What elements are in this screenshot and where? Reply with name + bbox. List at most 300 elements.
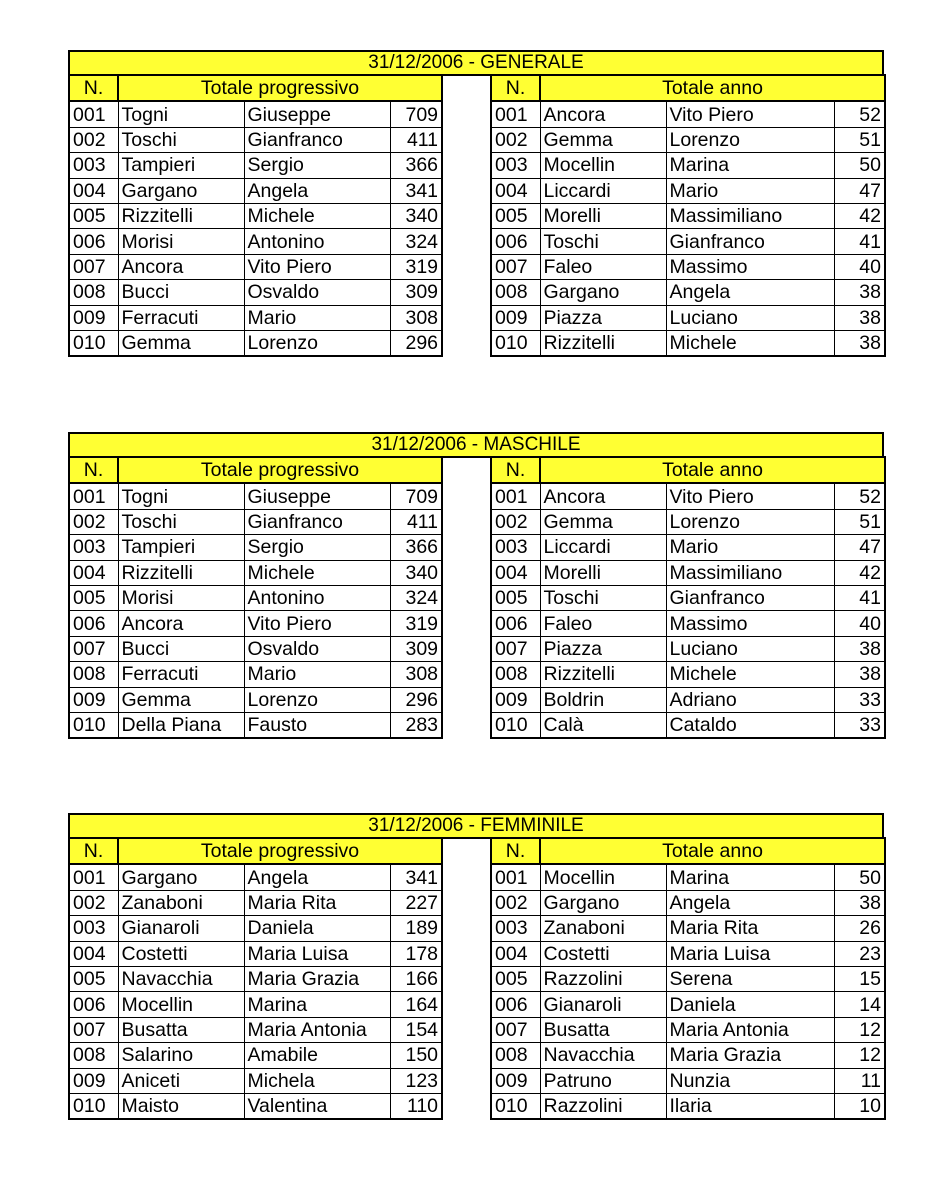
header-row: [69, 457, 442, 483]
rank-position: 001: [69, 483, 118, 509]
surname: Rizzitelli: [118, 203, 244, 228]
surname: Ancora: [540, 483, 666, 509]
rank-position: 005: [69, 203, 118, 228]
surname: Mocellin: [540, 153, 666, 178]
rank-position: 007: [491, 636, 540, 661]
rank-number-header: N.: [491, 75, 540, 101]
rank-position: 001: [69, 101, 118, 127]
first-name: Vito Piero: [244, 254, 390, 279]
table-row: [491, 992, 885, 1017]
surname: Toschi: [540, 585, 666, 610]
score: 12: [834, 1043, 885, 1068]
rank-position: 002: [69, 509, 118, 534]
table-row: [491, 101, 885, 127]
score: 709: [390, 483, 442, 509]
score: 324: [390, 229, 442, 254]
left-ranking-table: [68, 74, 443, 357]
score: 411: [390, 509, 442, 534]
score: 38: [834, 636, 885, 661]
table-row: [69, 687, 442, 712]
first-name: Gianfranco: [666, 229, 834, 254]
rank-position: 007: [69, 1017, 118, 1042]
surname: Zanaboni: [118, 890, 244, 915]
first-name: Marina: [666, 864, 834, 890]
score: 227: [390, 890, 442, 915]
score: 319: [390, 611, 442, 636]
table-row: [69, 229, 442, 254]
rank-position: 001: [491, 101, 540, 127]
score: 14: [834, 992, 885, 1017]
score: 340: [390, 560, 442, 585]
table-row: [491, 1068, 885, 1093]
surname: Ferracuti: [118, 305, 244, 330]
score: 309: [390, 280, 442, 305]
rank-position: 003: [491, 153, 540, 178]
first-name: Michele: [244, 560, 390, 585]
surname: Faleo: [540, 611, 666, 636]
surname: Togni: [118, 101, 244, 127]
first-name: Daniela: [666, 992, 834, 1017]
surname: Morelli: [540, 203, 666, 228]
rank-position: 005: [491, 966, 540, 991]
score: 42: [834, 203, 885, 228]
right-ranking-table: [490, 74, 886, 357]
table-row: [69, 1068, 442, 1093]
first-name: Michele: [666, 330, 834, 356]
rank-position: 001: [491, 483, 540, 509]
section-title: 31/12/2006 - GENERALE: [68, 50, 884, 76]
score: 26: [834, 916, 885, 941]
table-row: [491, 941, 885, 966]
ranking-section: [68, 432, 884, 760]
table-row: [491, 153, 885, 178]
surname: Piazza: [540, 305, 666, 330]
table-row: [491, 203, 885, 228]
score: 296: [390, 330, 442, 356]
table-row: [69, 560, 442, 585]
right-ranking-table: [490, 456, 886, 739]
rank-position: 005: [491, 585, 540, 610]
totale-anno-header: Totale anno: [540, 457, 885, 483]
score: 41: [834, 229, 885, 254]
right-ranking-table: [490, 837, 886, 1120]
section-tables: [68, 839, 884, 1141]
section-title: 31/12/2006 - FEMMINILE: [68, 813, 884, 839]
surname: Toschi: [118, 127, 244, 152]
first-name: Gianfranco: [666, 585, 834, 610]
first-name: Giuseppe: [244, 483, 390, 509]
first-name: Michele: [244, 203, 390, 228]
score: 411: [390, 127, 442, 152]
surname: Rizzitelli: [540, 330, 666, 356]
rank-position: 006: [491, 611, 540, 636]
first-name: Massimo: [666, 611, 834, 636]
score: 341: [390, 864, 442, 890]
rank-position: 006: [491, 992, 540, 1017]
score: 40: [834, 611, 885, 636]
first-name: Maria Luisa: [244, 941, 390, 966]
rank-number-header: N.: [69, 838, 118, 864]
rank-position: 003: [69, 153, 118, 178]
first-name: Adriano: [666, 687, 834, 712]
first-name: Nunzia: [666, 1068, 834, 1093]
surname: Gianaroli: [118, 916, 244, 941]
surname: Ancora: [118, 611, 244, 636]
score: 154: [390, 1017, 442, 1042]
surname: Togni: [118, 483, 244, 509]
surname: Faleo: [540, 254, 666, 279]
rank-position: 008: [491, 280, 540, 305]
ranking-section: [68, 813, 884, 1141]
surname: Morisi: [118, 229, 244, 254]
totale-progressivo-header: Totale progressivo: [118, 838, 442, 864]
score: 33: [834, 687, 885, 712]
first-name: Angela: [666, 280, 834, 305]
surname: Aniceti: [118, 1068, 244, 1093]
header-row: [69, 838, 442, 864]
left-ranking-table: [68, 837, 443, 1120]
rank-number-header: N.: [69, 457, 118, 483]
first-name: Massimiliano: [666, 203, 834, 228]
score: 51: [834, 509, 885, 534]
surname: Ancora: [118, 254, 244, 279]
first-name: Ilaria: [666, 1093, 834, 1119]
first-name: Marina: [244, 992, 390, 1017]
surname: Toschi: [540, 229, 666, 254]
surname: Morelli: [540, 560, 666, 585]
surname: Mocellin: [540, 864, 666, 890]
surname: Boldrin: [540, 687, 666, 712]
table-row: [69, 636, 442, 661]
first-name: Angela: [244, 178, 390, 203]
rank-number-header: N.: [491, 838, 540, 864]
first-name: Maria Antonia: [244, 1017, 390, 1042]
surname: Ancora: [540, 101, 666, 127]
rank-position: 004: [491, 178, 540, 203]
surname: Busatta: [540, 1017, 666, 1042]
rank-position: 002: [491, 509, 540, 534]
score: 41: [834, 585, 885, 610]
table-row: [69, 916, 442, 941]
first-name: Lorenzo: [244, 687, 390, 712]
rank-position: 005: [69, 585, 118, 610]
left-ranking-table: [68, 456, 443, 739]
score: 38: [834, 890, 885, 915]
surname: Gemma: [118, 330, 244, 356]
table-row: [69, 305, 442, 330]
rank-position: 003: [491, 535, 540, 560]
score: 189: [390, 916, 442, 941]
first-name: Gianfranco: [244, 127, 390, 152]
table-row: [491, 178, 885, 203]
rank-position: 001: [491, 864, 540, 890]
table-row: [491, 254, 885, 279]
first-name: Marina: [666, 153, 834, 178]
first-name: Amabile: [244, 1043, 390, 1068]
surname: Navacchia: [118, 966, 244, 991]
score: 10: [834, 1093, 885, 1119]
rank-position: 004: [69, 941, 118, 966]
surname: Patruno: [540, 1068, 666, 1093]
score: 308: [390, 305, 442, 330]
surname: Calà: [540, 712, 666, 738]
first-name: Maria Rita: [666, 916, 834, 941]
first-name: Giuseppe: [244, 101, 390, 127]
table-row: [69, 509, 442, 534]
first-name: Massimo: [666, 254, 834, 279]
rank-position: 004: [69, 178, 118, 203]
score: 341: [390, 178, 442, 203]
first-name: Luciano: [666, 305, 834, 330]
surname: Rizzitelli: [540, 662, 666, 687]
score: 12: [834, 1017, 885, 1042]
score: 308: [390, 662, 442, 687]
rank-position: 010: [491, 330, 540, 356]
totale-progressivo-header: Totale progressivo: [118, 457, 442, 483]
table-row: [69, 1093, 442, 1119]
first-name: Michela: [244, 1068, 390, 1093]
totale-progressivo-header: Totale progressivo: [118, 75, 442, 101]
surname: Gemma: [118, 687, 244, 712]
section-title: 31/12/2006 - MASCHILE: [68, 432, 884, 458]
score: 296: [390, 687, 442, 712]
surname: Tampieri: [118, 153, 244, 178]
surname: Morisi: [118, 585, 244, 610]
rank-position: 009: [69, 305, 118, 330]
first-name: Osvaldo: [244, 280, 390, 305]
table-row: [491, 509, 885, 534]
table-row: [69, 712, 442, 738]
surname: Liccardi: [540, 178, 666, 203]
rank-position: 003: [69, 916, 118, 941]
rank-position: 001: [69, 864, 118, 890]
table-row: [491, 864, 885, 890]
table-row: [491, 1017, 885, 1042]
ranking-section: [68, 50, 884, 378]
first-name: Maria Grazia: [666, 1043, 834, 1068]
table-row: [69, 101, 442, 127]
rank-position: 002: [491, 127, 540, 152]
rank-position: 010: [491, 1093, 540, 1119]
rank-position: 008: [491, 662, 540, 687]
table-row: [69, 535, 442, 560]
rank-position: 006: [491, 229, 540, 254]
table-row: [491, 636, 885, 661]
first-name: Maria Rita: [244, 890, 390, 915]
first-name: Lorenzo: [666, 509, 834, 534]
rank-position: 008: [69, 1043, 118, 1068]
rank-position: 009: [491, 687, 540, 712]
rank-position: 004: [69, 560, 118, 585]
score: 40: [834, 254, 885, 279]
table-row: [491, 280, 885, 305]
rank-position: 006: [69, 229, 118, 254]
table-row: [69, 178, 442, 203]
rank-position: 004: [491, 941, 540, 966]
surname: Gianaroli: [540, 992, 666, 1017]
totale-anno-header: Totale anno: [540, 75, 885, 101]
surname: Bucci: [118, 636, 244, 661]
table-row: [69, 992, 442, 1017]
surname: Busatta: [118, 1017, 244, 1042]
score: 47: [834, 535, 885, 560]
first-name: Vito Piero: [666, 483, 834, 509]
score: 340: [390, 203, 442, 228]
first-name: Vito Piero: [666, 101, 834, 127]
rank-position: 002: [69, 890, 118, 915]
rank-position: 005: [491, 203, 540, 228]
surname: Zanaboni: [540, 916, 666, 941]
table-row: [69, 1017, 442, 1042]
first-name: Lorenzo: [244, 330, 390, 356]
score: 23: [834, 941, 885, 966]
score: 178: [390, 941, 442, 966]
table-row: [69, 864, 442, 890]
surname: Liccardi: [540, 535, 666, 560]
surname: Salarino: [118, 1043, 244, 1068]
score: 15: [834, 966, 885, 991]
score: 47: [834, 178, 885, 203]
table-row: [69, 483, 442, 509]
table-row: [69, 127, 442, 152]
rank-position: 007: [491, 1017, 540, 1042]
score: 123: [390, 1068, 442, 1093]
score: 309: [390, 636, 442, 661]
table-row: [69, 280, 442, 305]
table-row: [69, 153, 442, 178]
rank-position: 010: [491, 712, 540, 738]
rank-position: 003: [491, 916, 540, 941]
score: 166: [390, 966, 442, 991]
first-name: Cataldo: [666, 712, 834, 738]
first-name: Sergio: [244, 535, 390, 560]
header-row: [491, 838, 885, 864]
header-row: [491, 75, 885, 101]
surname: Gargano: [118, 864, 244, 890]
table-row: [491, 712, 885, 738]
first-name: Mario: [244, 305, 390, 330]
score: 38: [834, 280, 885, 305]
score: 709: [390, 101, 442, 127]
surname: Gargano: [118, 178, 244, 203]
surname: Razzolini: [540, 1093, 666, 1119]
rank-position: 009: [491, 305, 540, 330]
surname: Ferracuti: [118, 662, 244, 687]
surname: Piazza: [540, 636, 666, 661]
surname: Gemma: [540, 509, 666, 534]
score: 52: [834, 483, 885, 509]
rank-position: 002: [69, 127, 118, 152]
first-name: Valentina: [244, 1093, 390, 1119]
table-row: [491, 890, 885, 915]
table-row: [69, 611, 442, 636]
table-row: [491, 611, 885, 636]
first-name: Maria Grazia: [244, 966, 390, 991]
rank-number-header: N.: [491, 457, 540, 483]
table-row: [69, 203, 442, 228]
first-name: Osvaldo: [244, 636, 390, 661]
table-row: [491, 1043, 885, 1068]
first-name: Gianfranco: [244, 509, 390, 534]
table-row: [491, 662, 885, 687]
score: 50: [834, 153, 885, 178]
first-name: Mario: [244, 662, 390, 687]
score: 366: [390, 535, 442, 560]
table-row: [491, 1093, 885, 1119]
surname: Gargano: [540, 280, 666, 305]
table-row: [491, 229, 885, 254]
rank-position: 008: [491, 1043, 540, 1068]
surname: Costetti: [118, 941, 244, 966]
first-name: Angela: [244, 864, 390, 890]
table-row: [69, 585, 442, 610]
score: 324: [390, 585, 442, 610]
table-row: [491, 535, 885, 560]
rank-position: 009: [491, 1068, 540, 1093]
rank-position: 007: [69, 636, 118, 661]
first-name: Lorenzo: [666, 127, 834, 152]
rank-position: 008: [69, 280, 118, 305]
table-row: [69, 254, 442, 279]
first-name: Serena: [666, 966, 834, 991]
score: 366: [390, 153, 442, 178]
score: 110: [390, 1093, 442, 1119]
table-row: [491, 483, 885, 509]
table-row: [491, 560, 885, 585]
rank-position: 003: [69, 535, 118, 560]
table-row: [491, 966, 885, 991]
table-row: [491, 330, 885, 356]
first-name: Massimiliano: [666, 560, 834, 585]
rank-position: 007: [491, 254, 540, 279]
score: 283: [390, 712, 442, 738]
rank-position: 002: [491, 890, 540, 915]
first-name: Mario: [666, 178, 834, 203]
surname: Gemma: [540, 127, 666, 152]
score: 38: [834, 662, 885, 687]
section-tables: [68, 76, 884, 378]
table-row: [491, 916, 885, 941]
rank-position: 005: [69, 966, 118, 991]
first-name: Daniela: [244, 916, 390, 941]
first-name: Fausto: [244, 712, 390, 738]
score: 11: [834, 1068, 885, 1093]
score: 50: [834, 864, 885, 890]
table-row: [69, 890, 442, 915]
table-row: [491, 585, 885, 610]
surname: Gargano: [540, 890, 666, 915]
surname: Tampieri: [118, 535, 244, 560]
first-name: Antonino: [244, 229, 390, 254]
table-row: [69, 662, 442, 687]
first-name: Maria Luisa: [666, 941, 834, 966]
table-row: [491, 127, 885, 152]
surname: Della Piana: [118, 712, 244, 738]
rank-position: 010: [69, 1093, 118, 1119]
surname: Razzolini: [540, 966, 666, 991]
table-row: [69, 941, 442, 966]
table-row: [69, 1043, 442, 1068]
first-name: Luciano: [666, 636, 834, 661]
table-row: [491, 305, 885, 330]
table-row: [69, 330, 442, 356]
table-row: [69, 966, 442, 991]
score: 38: [834, 305, 885, 330]
first-name: Vito Piero: [244, 611, 390, 636]
totale-anno-header: Totale anno: [540, 838, 885, 864]
first-name: Maria Antonia: [666, 1017, 834, 1042]
rank-position: 004: [491, 560, 540, 585]
